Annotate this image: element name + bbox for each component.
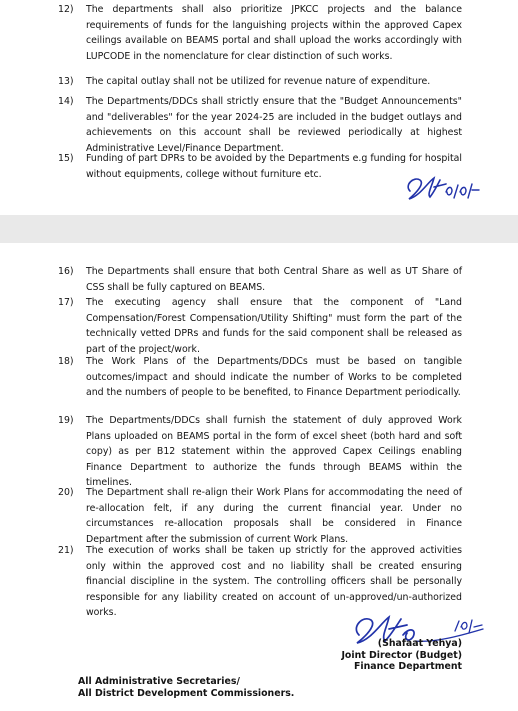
clause-16 <box>58 264 462 295</box>
clause-20 <box>58 485 462 547</box>
clause-number: 19) <box>58 415 74 426</box>
clause-number: 13) <box>58 76 74 87</box>
clause-number: 18) <box>58 356 74 367</box>
clause-text: The capital outlay shall not be utilized for revenue nature of expenditure. <box>86 76 431 87</box>
clause-number: 17) <box>58 297 74 308</box>
document-page-1 <box>0 0 518 215</box>
clause-number: 12) <box>58 4 74 15</box>
handwritten-initials-1 <box>400 168 482 208</box>
clause-text: The executing agency shall ensure that the component of "Land Compensation/Forest Compensation/Utility Shifting" must form the part of the technically vetted DPRs and funds for the said component shall be released as part of the project/work. <box>86 297 462 355</box>
addressee-line: All Administrative Secretaries/ <box>78 676 240 687</box>
clause-12 <box>58 2 462 64</box>
clause-number: 14) <box>58 96 74 107</box>
clause-19 <box>58 413 462 491</box>
clause-text: The Departments/DDCs shall furnish the statement of duly approved Work Plans uploaded on BEAMS portal in the form of excel sheet (both hard and soft copy) as per B12 statement within the approved Capex Ceilings enabling Finance Department to authorize the funds through BEAMS within the timelines. <box>86 415 462 488</box>
clause-18 <box>58 354 462 401</box>
clause-number: 20) <box>58 487 74 498</box>
clause-number: 21) <box>58 545 74 556</box>
clause-text: Funding of part DPRs to be avoided by the Departments e.g funding for hospital without equipments, college without furniture etc. <box>86 153 462 180</box>
signatory-department: Finance Department <box>353 661 462 672</box>
signatory-name: (Shafaat Yehya) <box>377 638 462 649</box>
signatory-designation: Joint Director (Budget) <box>341 649 462 661</box>
clause-13 <box>58 74 462 90</box>
addressee-line: All District Development Commissioners. <box>78 687 295 699</box>
clause-14 <box>58 94 462 156</box>
clause-text: The Departments/DDCs shall strictly ensure that the "Budget Announcements" and "deliverables" for the year 2024-25 are included in the budget outlays and achievements on this account shall be reviewed periodically at highest Administrative Level/Finance Department. <box>86 96 462 154</box>
clause-text: The Department shall re-align their Work Plans for accommodating the need of re-allocation felt, if any during the current financial year. Under no circumstances re-allocation proposals shall be considered in Finance Department after the submission of current Work Plans. <box>86 487 462 545</box>
signature-block <box>334 638 462 673</box>
clause-text: The execution of works shall be taken up strictly for the approved activities only within the approved cost and no liability shall be created ensuring financial discipline in the system. The controlling officers shall be personally responsible for any liability created on account of un-approved/un-authorized works. <box>86 545 462 618</box>
clause-number: 15) <box>58 153 74 164</box>
clause-number: 16) <box>58 266 74 277</box>
clause-text: The Departments shall ensure that both Central Share as well as UT Share of CSS shall be fully captured on BEAMS. <box>86 266 462 293</box>
clause-text: The Work Plans of the Departments/DDCs must be based on tangible outcomes/impact and should indicate the number of Works to be completed and the numbers of people to be benefited, to Finance Department periodically. <box>86 356 462 398</box>
addressees <box>78 676 294 699</box>
clause-17 <box>58 295 462 357</box>
clause-text: The departments shall also prioritize JPKCC projects and the balance requirements of funds for the languishing projects within the approved Capex ceilings available on BEAMS portal and shall upload the works accordingly with LUPCODE in the nomenclature for clear distinction of such works. <box>86 4 462 62</box>
